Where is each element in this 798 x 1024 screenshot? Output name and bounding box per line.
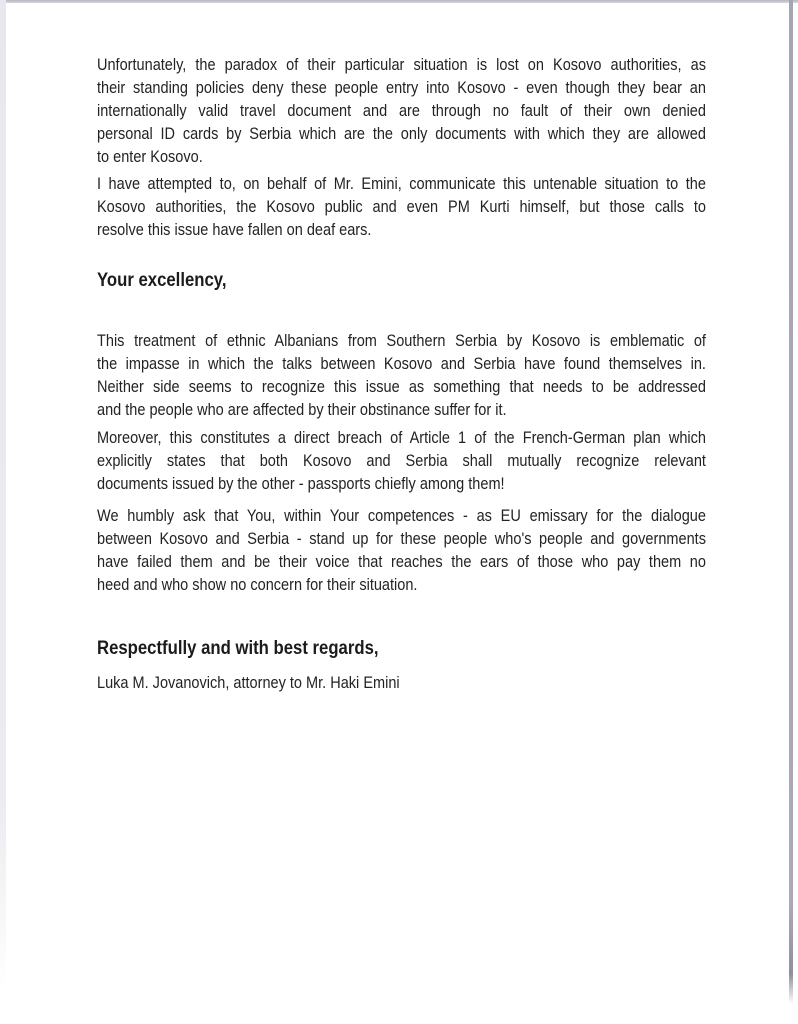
text-line: between Kosovo and Serbia - stand up for these people who's people and governments (97, 530, 706, 548)
text-line: Unfortunately, the paradox of their particular situation is lost on Kosovo authorities, as (97, 56, 706, 74)
text-line: personal ID cards by Serbia which are the only documents with which they are allowed (97, 125, 706, 143)
text-line: explicitly states that both Kosovo and Serbia shall mutually recognize relevant (97, 452, 706, 470)
heading-your-excellency (97, 268, 706, 294)
text-line: to enter Kosovo. (97, 148, 203, 166)
paragraph-treatment (97, 330, 706, 422)
text-line: have failed them and be their voice that reaches the ears of those who pay them no (97, 553, 706, 571)
text-line: documents issued by the other - passports chiefly among them! (97, 475, 505, 493)
letter-body (97, 54, 706, 695)
paragraph-unfortunately (97, 54, 706, 169)
text-line: We humbly ask that You, within Your competences - as EU emissary for the dialogue (97, 507, 706, 525)
text-line: resolve this issue have fallen on deaf ears. (97, 221, 372, 239)
page-top-edge-shadow (0, 0, 798, 3)
paragraph-attempted (97, 173, 706, 242)
page-right-edge-shadow (789, 0, 793, 1004)
heading-best-regards (97, 636, 706, 662)
heading-text: Respectfully and with best regards, (97, 638, 379, 659)
paragraph-we-humbly-ask (97, 505, 706, 597)
text-line: Kosovo authorities, the Kosovo public and even PM Kurti himself, but those calls to (97, 198, 706, 216)
signature-line (97, 672, 706, 695)
text-line: Neither side seems to recognize this issue as something that needs to be addressed (97, 378, 706, 396)
page-left-edge-shadow (0, 0, 6, 992)
text-line: the impasse in which the talks between Kosovo and Serbia have found themselves in. (97, 355, 706, 373)
signature-text: Luka M. Jovanovich, attorney to Mr. Haki Emini (97, 674, 400, 692)
paragraph-moreover (97, 427, 706, 496)
text-line: and the people who are affected by their obstinance suffer for it. (97, 401, 507, 419)
text-line: internationally valid travel document and are through no fault of their own denied (97, 102, 706, 120)
text-line: their standing policies deny these people entry into Kosovo - even though they bear an (97, 79, 706, 97)
text-line: This treatment of ethnic Albanians from Southern Serbia by Kosovo is emblematic of (97, 332, 706, 350)
text-line: Moreover, this constitutes a direct breach of Article 1 of the French-German plan which (97, 429, 706, 447)
heading-text: Your excellency, (97, 270, 227, 291)
text-line: heed and who show no concern for their situation. (97, 576, 418, 594)
text-line: I have attempted to, on behalf of Mr. Emini, communicate this untenable situation to the (97, 175, 706, 193)
